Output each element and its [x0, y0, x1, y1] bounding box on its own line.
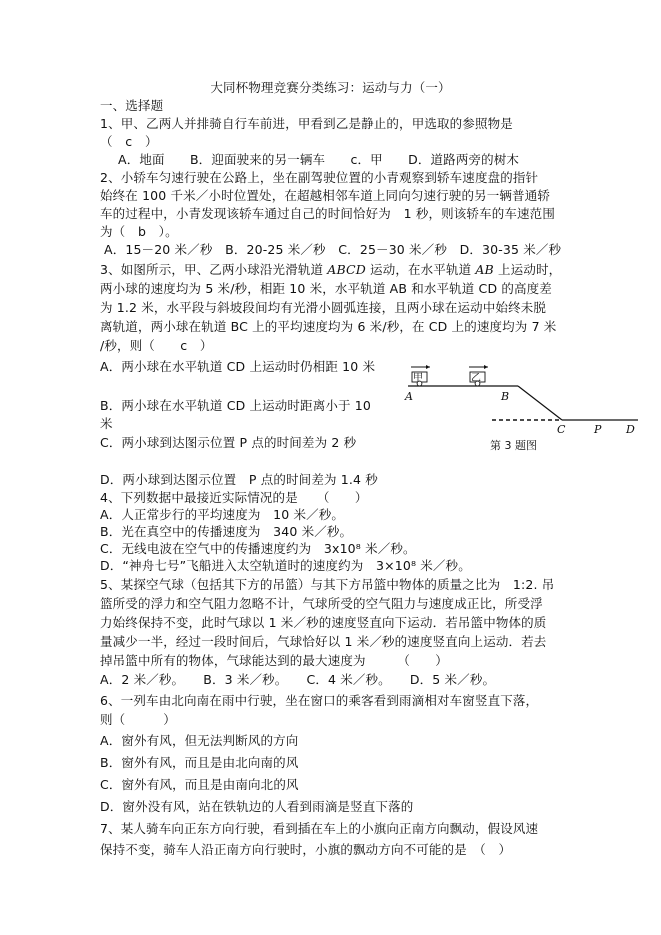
q6-option-b: B．窗外有风，而且是由北向南的风 [100, 755, 299, 770]
q1-options: A．地面 B．迎面驶来的另一辆车 c．甲 D．道路两旁的树木 [118, 152, 520, 167]
q3-stem-line4: 离轨道，两小球在轨道 BC 上的平均速度均为 6 米/秒，在 CD 上的速度均为 7 米 [100, 319, 557, 334]
page-title: 大同杯物理竞赛分类练习：运动与力（一） [210, 80, 451, 95]
q3-option-c: C．两小球到达图示位置 P 点的时间差为 2 秒 [100, 435, 357, 450]
q3-stem-line3: 为 1.2 米，水平段与斜坡段间均有光滑小圆弧连接，且两小球在运动中始终未脱 [100, 300, 547, 315]
q3-option-b-line1: B．两小球在水平轨道 CD 上运动时距离小于 10 [100, 398, 372, 413]
q3-stem-text-c: 运动，在水平轨道 [365, 262, 476, 277]
q7-stem-line1: 7、某人骑车向正东方向行驶，看到插在车上的小旗向正南方向飘动，假设风速 [100, 821, 539, 836]
q5-stem-line4: 量减少一半，经过一段时间后，气球恰好以 1 米／秒的速度竖直向上运动．若去 [100, 634, 547, 649]
point-d-label: D [626, 423, 635, 436]
q3-track-label: ABCD [327, 262, 366, 277]
q3-stem-text-e: 上运动时， [493, 262, 562, 277]
section-heading: 一、选择题 [100, 98, 164, 113]
q5-stem-line3: 力始终保持不变，此时气球以 1 米／秒的速度竖直向下运动．若吊篮中物体的质 [100, 615, 547, 630]
q4-option-c: C．无线电波在空气中的传播速度约为 3x10⁸ 米／秒。 [100, 541, 416, 556]
q2-stem-line3: 车的过程中，小青发现该轿车通过自己的时间恰好为 1 秒，则该轿车的车速范围 [100, 206, 555, 221]
q3-segment-label: AB [475, 262, 494, 277]
q3-stem-line2: 两小球的速度均为 5 米/秒，相距 10 米，水平轨道 AB 和水平轨道 CD 的高度差 [100, 281, 552, 296]
ball-jia-label: 甲 [413, 373, 423, 384]
q5-stem-line5: 掉吊篮中所有的物体，气球能达到的最大速度为 （ ） [100, 653, 448, 668]
q2-stem-line1: 2、小轿车匀速行驶在公路上，坐在副驾驶位置的小青观察到轿车速度盘的指针 [100, 170, 539, 185]
q3-stem-text-a: 3、如图所示，甲、乙两小球沿光滑轨道 [100, 262, 328, 277]
track-bc-slope [518, 386, 562, 420]
q1-stem-line2: （ c ） [100, 134, 158, 149]
q3-stem-line1 [100, 262, 561, 278]
q1-stem-line1: 1、甲、乙两人并排骑自行车前进，甲看到乙是静止的，甲选取的参照物是 [100, 116, 513, 131]
point-b-label: B [501, 390, 510, 403]
q6-stem-line1: 6、一列车由北向南在雨中行驶，坐在窗口的乘客看到雨滴相对车窗竖直下落， [100, 693, 539, 708]
q4-option-d: D．“神舟七号”飞船进入太空轨道时的速度约为 3×10⁸ 米／秒。 [100, 558, 471, 573]
q6-stem-line2: 则（ ） [100, 712, 176, 727]
q3-stem-line5: /秒，则（ c ） [100, 338, 213, 353]
q6-option-c: C．窗外有风，而且是由南向北的风 [100, 777, 299, 792]
q6-option-a: A．窗外有风，但无法判断风的方向 [100, 733, 299, 748]
q5-options: A．2 米／秒。 B．3 米／秒。 C．4 米／秒。 D．5 米／秒。 [100, 672, 496, 687]
q3-option-a: A．两小球在水平轨道 CD 上运动时仍相距 10 米 [100, 359, 376, 374]
q2-stem-line2: 始终在 100 千米／小时位置处，在超越相邻车道上同向匀速行驶的另一辆普通轿 [100, 188, 551, 203]
q6-option-d: D．窗外没有风，站在铁轨边的人看到雨滴是竖直下落的 [100, 799, 414, 814]
q4-option-b: B．光在真空中的传播速度为 340 米／秒。 [100, 524, 353, 539]
q3-option-b-line2: 米 [100, 416, 113, 431]
point-p-label: P [594, 423, 602, 436]
q2-stem-line4: 为（ b ）。 [100, 224, 178, 239]
q5-stem-line2: 篮所受的浮力和空气阻力忽略不计，气球所受的空气阻力与速度成正比，所受浮 [100, 596, 543, 611]
q7-stem-line2: 保持不变，骑车人沿正南方向行驶时，小旗的飘动方向不可能的是 （ ） [100, 842, 512, 857]
q5-stem-line1: 5、某探空气球（包括其下方的吊篮）与其下方吊篮中物体的质量之比为 1:2. 吊 [100, 577, 555, 592]
ball-jia-arrowhead-icon [426, 365, 430, 369]
ball-yi-arrowhead-icon [484, 365, 488, 369]
q4-option-a: A．人正常步行的平均速度为 10 米／秒。 [100, 507, 345, 522]
point-a-label: A [405, 390, 413, 403]
q4-stem: 4、下列数据中最接近实际情况的是 （ ） [100, 490, 368, 505]
q3-option-d: D．两小球到达图示位置 P 点的时间差为 1.4 秒 [100, 472, 378, 487]
ball-yi-label: 乙 [471, 373, 481, 384]
q3-track-figure [400, 358, 640, 458]
point-c-label: C [557, 423, 566, 436]
q2-options: A．15－20 米／秒 B．20-25 米／秒 C．25－30 米／秒 D．30-35 米／秒 [104, 242, 562, 257]
figure-caption: 第 3 题图 [490, 439, 537, 452]
